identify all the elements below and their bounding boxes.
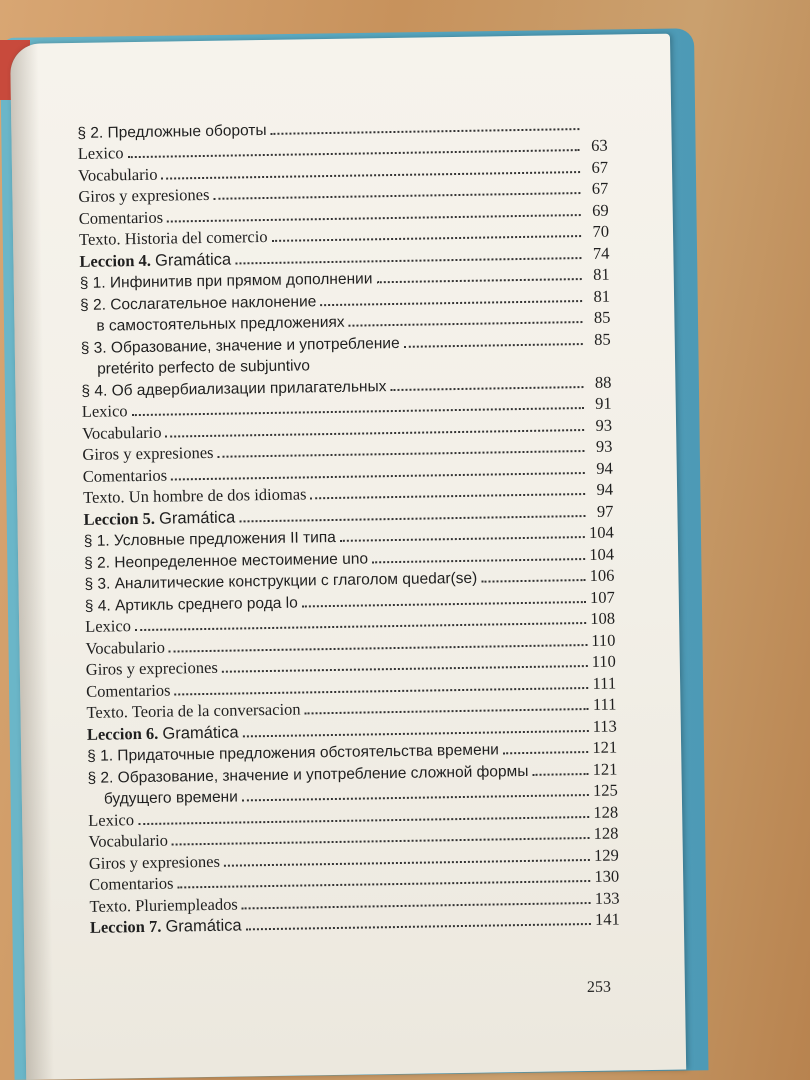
toc-entry-title <box>78 185 209 207</box>
toc-entry-title-text: § 1. Придаточные предложения обстоятельства времени <box>87 741 499 765</box>
toc-entry-title-text: Giros y expreciones <box>85 657 218 679</box>
dot-leader <box>272 235 581 242</box>
toc-entry-title-text: Leccion 6. <box>86 723 159 744</box>
dot-leader <box>305 708 589 714</box>
toc-entry-title-text: Leccion 7. <box>89 916 162 937</box>
toc-entry-title-text: § 3. Аналитические конструкции с глаголом quedar(se) <box>84 569 478 593</box>
dot-leader <box>481 579 585 583</box>
dot-leader <box>235 257 581 264</box>
toc-page-number: 93 <box>595 436 613 456</box>
toc-page-number: 85 <box>594 329 611 349</box>
toc-entry-title-text: Leccion 5. <box>83 508 156 529</box>
toc-entry-title-text: будущего времени <box>103 788 238 808</box>
toc-entry-title <box>79 227 268 250</box>
toc-entry-title-text: Giros y expresiones <box>78 184 210 206</box>
toc-entry-title <box>89 851 220 873</box>
toc-lesson-subtitle: Gramática <box>154 250 232 270</box>
dot-leader <box>242 794 589 801</box>
table-of-contents <box>77 113 620 938</box>
toc-lesson-subtitle: Gramática <box>158 508 236 528</box>
toc-page-number: 110 <box>591 651 616 671</box>
toc-entry-title-text: Vocabulario <box>81 422 162 443</box>
toc-entry-title-text: Lexico <box>81 401 128 421</box>
toc-entry-title <box>83 484 307 508</box>
toc-entry-title-text: § 2. Образование, значение и употребление сложной формы <box>87 762 529 787</box>
toc-page-number: 69 <box>592 200 609 220</box>
toc-entry-title-text: Vocabulario <box>85 637 166 658</box>
toc-entry-title <box>82 443 213 465</box>
toc-page-number: 111 <box>592 673 617 693</box>
dot-leader <box>503 751 589 754</box>
toc-page-number: 93 <box>595 415 613 435</box>
toc-entry-title-text: § 2. Сослагательное наклонение <box>79 292 317 314</box>
toc-lesson-subtitle: Gramática <box>162 722 239 743</box>
dot-leader <box>376 278 581 283</box>
dot-leader <box>372 558 585 563</box>
toc-page-number: 70 <box>592 221 610 241</box>
toc-entry-title-text: Vocabulario <box>88 830 169 851</box>
toc-entry-title-text: Comentarios <box>82 465 168 486</box>
toc-page-number: 67 <box>591 178 609 198</box>
toc-page-number: 121 <box>592 737 618 757</box>
toc-entry-title <box>86 658 218 680</box>
toc-page-number: 97 <box>596 501 614 521</box>
toc-entry-title <box>85 616 131 637</box>
toc-entry-title <box>104 789 238 809</box>
toc-entry-title <box>79 249 231 271</box>
toc-page-number: 74 <box>592 243 610 263</box>
dot-leader <box>214 192 581 200</box>
toc-entry-title <box>85 637 165 658</box>
toc-page-number: 111 <box>592 694 617 714</box>
toc-entry-title <box>89 874 174 895</box>
toc-page-number: 67 <box>591 157 609 177</box>
toc-entry-title-text: Comentarios <box>78 207 164 228</box>
dot-leader <box>320 300 582 306</box>
toc-entry-title-text: Comentarios <box>86 680 171 701</box>
toc-entry-title <box>79 207 164 228</box>
toc-page-number: 104 <box>588 522 614 542</box>
toc-entry-title-text: Texto. Pluriempleados <box>89 894 238 916</box>
toc-entry-title <box>87 722 239 744</box>
toc-page-number: 88 <box>594 372 612 392</box>
dot-leader <box>224 858 590 866</box>
toc-entry-title-text: Texto. Teoria de la conversacion <box>86 699 301 722</box>
dot-leader <box>340 536 585 542</box>
toc-page-number: 125 <box>592 780 618 800</box>
toc-entry-title-text: Lexico <box>85 616 132 636</box>
toc-entry-title <box>83 465 168 486</box>
toc-entry-title-text: Giros y expresiones <box>82 442 214 464</box>
toc-entry-title <box>86 680 171 701</box>
dot-leader <box>222 665 588 673</box>
dot-leader <box>302 601 586 607</box>
toc-entry-title <box>85 594 298 615</box>
toc-page-number: 141 <box>594 909 620 929</box>
toc-entry-title <box>80 293 316 315</box>
toc-page-number: 91 <box>595 393 612 413</box>
toc-page-number: 81 <box>593 286 611 306</box>
toc-entry-title-text: в самостоятельных предложениях <box>96 313 345 335</box>
toc-entry-title <box>89 894 238 916</box>
toc-entry-title <box>82 401 128 422</box>
toc-entry-title-text: § 1. Условные предложения II типа <box>83 528 336 550</box>
toc-page-number: 133 <box>594 888 620 908</box>
toc-entry-title <box>77 121 266 142</box>
toc-entry-title-text: § 2. Предложные обороты <box>77 121 267 142</box>
toc-entry-title-text: Texto. Historia del comercio <box>78 226 268 249</box>
toc-page-number: 106 <box>589 565 615 585</box>
dot-leader <box>243 729 589 736</box>
dot-leader <box>349 321 583 327</box>
toc-entry-title <box>78 143 124 164</box>
toc-entry-title-text: Texto. Un hombre de dos idiomas <box>82 484 307 507</box>
toc-entry-title-text: § 3. Образование, значение и употребление <box>80 334 400 357</box>
dot-leader <box>246 923 592 930</box>
toc-entry-title-text: Leccion 4. <box>79 250 152 271</box>
toc-page-number: 129 <box>593 845 619 865</box>
dot-leader <box>271 128 580 135</box>
toc-page-number: 110 <box>591 630 616 650</box>
toc-page-number: 85 <box>593 307 611 327</box>
toc-entry-title <box>83 507 235 529</box>
toc-entry-title-text: § 2. Неопределенное местоимение uno <box>84 549 369 572</box>
toc-lesson-subtitle: Gramática <box>165 916 242 936</box>
toc-entry-title-text: Vocabulario <box>77 164 158 185</box>
dot-leader <box>532 772 588 775</box>
toc-page-number: 94 <box>596 479 614 499</box>
dot-leader <box>239 515 585 522</box>
toc-page-number: 63 <box>591 135 608 155</box>
toc-entry-title <box>88 831 168 852</box>
toc-entry-title-text: Comentarios <box>89 873 174 894</box>
toc-entry-title <box>90 915 242 937</box>
dot-leader <box>404 343 583 348</box>
toc-page-number: 104 <box>589 544 615 564</box>
toc-page-number: 107 <box>589 587 615 607</box>
toc-entry-title-text: Lexico <box>88 809 135 830</box>
dot-leader <box>390 386 583 391</box>
toc-entry-title-text: Lexico <box>77 143 124 163</box>
toc-entry-title <box>82 422 162 443</box>
toc-page-number: 128 <box>593 802 619 822</box>
toc-page-number: 108 <box>590 608 616 628</box>
toc-entry-title <box>78 164 158 185</box>
toc-page-number: 113 <box>592 716 617 736</box>
toc-entry-title-text: § 1. Инфинитив при прямом дополнении <box>79 270 373 292</box>
toc-page-number: 121 <box>592 759 618 779</box>
toc-entry-title-text: § 4. Артикль среднего рода lo <box>84 594 298 615</box>
book-page <box>10 34 686 1080</box>
toc-entry-title <box>88 810 134 831</box>
toc-entry-title-text: Giros y expresiones <box>88 851 221 873</box>
toc-page-number: 94 <box>596 458 613 478</box>
dot-leader <box>218 450 585 458</box>
toc-entry-continuation: pretérito perfecto de subjuntivo <box>96 357 311 378</box>
dot-leader <box>242 901 591 908</box>
page-number: 253 <box>586 978 612 997</box>
toc-entry-title <box>86 700 300 723</box>
toc-page-number: 81 <box>593 264 610 284</box>
toc-page-number: 128 <box>593 823 619 843</box>
toc-page-number: 130 <box>594 866 620 886</box>
dot-leader <box>311 493 586 499</box>
toc-entry-title-text: § 4. Об адвербиализации прилагательных <box>81 377 387 400</box>
